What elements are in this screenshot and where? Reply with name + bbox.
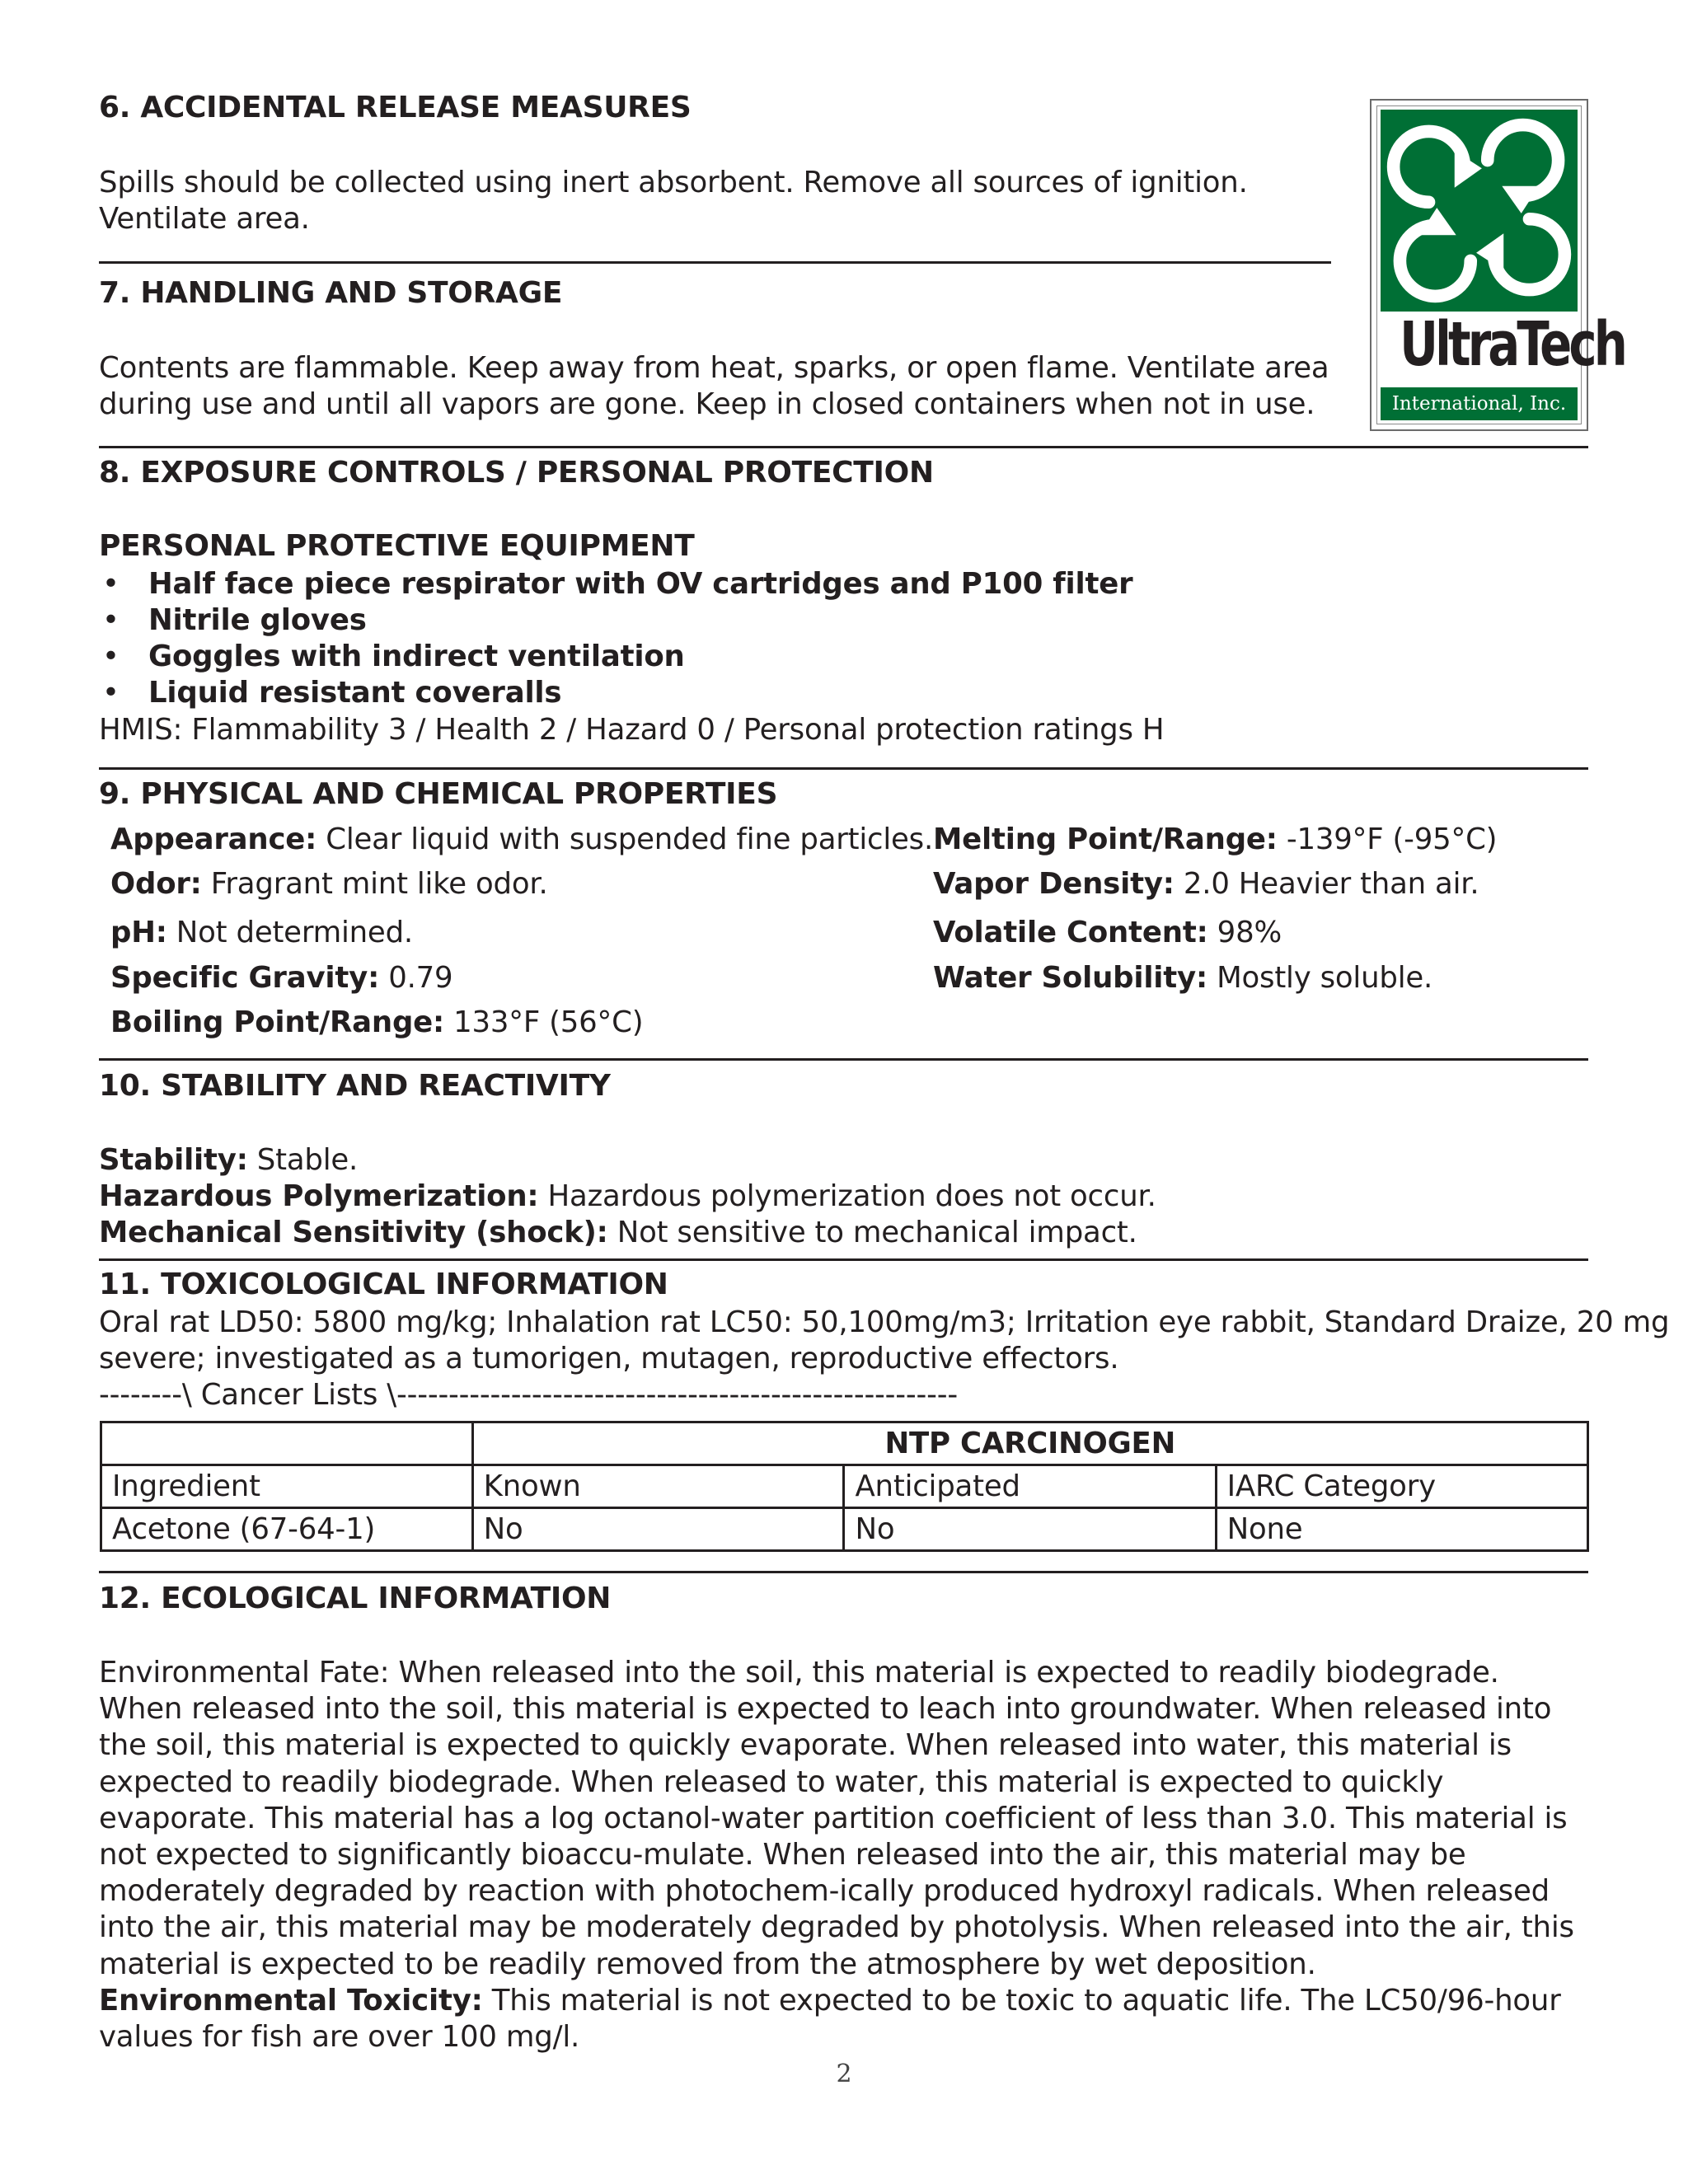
divider-10-11 <box>99 1258 1588 1261</box>
prop-value: 133°F (56°C) <box>444 1005 644 1039</box>
toxicity-value: This material is not expected to be toxic to aquatic life. The LC50/96-hour values for fish are over 100 mg/l. <box>99 1984 1561 2055</box>
prop-specific-gravity <box>110 960 452 996</box>
table-header-cell: Anticipated <box>844 1465 1216 1508</box>
section-7-line-1: Contents are flammable. Keep away from heat, sparks, or open flame. Ventilate area <box>99 351 1329 385</box>
list-item: • Half face piece respirator with OV cartridges and P100 filter <box>99 566 1132 602</box>
table-row <box>101 1465 1588 1508</box>
prop-ph <box>110 915 413 951</box>
table-cell: Acetone (67-64-1) <box>101 1508 473 1551</box>
environmental-toxicity-paragraph <box>99 1983 1591 2055</box>
prop-value: Not determined. <box>166 916 413 949</box>
environmental-fate-paragraph: Environmental Fate: When released into the soil, this material is expected to readily biodegrade. When released into the soil, this material is expected to leach into groundwater. When released into the soil, this material is expected to quickly evaporate. When released into water, this material is expected to readily biodegrade. When released to water, this material is expected to quickly evaporate. This material has a log octanol-water partition coefficient of less than 3.0. This material is not expected to significantly bioaccu-mulate. When released into the air, this material may be moderately degraded by reaction with photochem-ically produced hydroxyl radicals. When released into the air, this material may be moderately degraded by photolysis. When released into the air, this material is expected to be readily removed from the atmosphere by wet deposition. <box>99 1656 1574 1981</box>
logo-subtitle: International, Inc. <box>1381 387 1578 420</box>
table-cell: No <box>844 1508 1216 1551</box>
table-cell-empty <box>101 1422 473 1465</box>
prop-value: Clear liquid with suspended fine particles. <box>316 823 934 856</box>
list-item: • Liquid resistant coveralls <box>99 675 1132 711</box>
ntp-carcinogen-header: NTP CARCINOGEN <box>472 1422 1587 1465</box>
section-7-heading: 7. HANDLING AND STORAGE <box>99 276 563 310</box>
table-row <box>101 1508 1588 1551</box>
cancer-lists-divider: --------\ Cancer Lists \------------------------------------------------------ <box>99 1378 958 1412</box>
divider-8-9 <box>99 767 1588 770</box>
list-item: • Nitrile gloves <box>99 602 1132 639</box>
divider-7-8 <box>99 446 1588 448</box>
logo-wordmark: UltraTech <box>1400 309 1625 380</box>
section-6-line-2: Ventilate area. <box>99 202 310 236</box>
prop-value: 0.79 <box>379 961 453 995</box>
mechanical-sensitivity-row <box>99 1215 1137 1251</box>
row-label: Hazardous Polymerization: <box>99 1179 539 1213</box>
divider-6-7 <box>99 261 1331 264</box>
section-6-line-1: Spills should be collected using inert absorbent. Remove all sources of ignition. <box>99 166 1248 199</box>
prop-label: Odor: <box>110 867 202 901</box>
toxicity-label: Environmental Toxicity: <box>99 1984 483 2018</box>
prop-value: 2.0 Heavier than air. <box>1174 867 1479 901</box>
stability-row <box>99 1142 358 1179</box>
row-label: Mechanical Sensitivity (shock): <box>99 1216 608 1249</box>
row-label: Stability: <box>99 1143 248 1177</box>
polymerization-row <box>99 1179 1156 1215</box>
row-value: Stable. <box>247 1143 359 1177</box>
ultratech-logo <box>1370 99 1625 431</box>
table-header-cell: IARC Category <box>1216 1465 1587 1508</box>
prop-label: Specific Gravity: <box>110 961 380 995</box>
section-7-line-2: during use and until all vapors are gone. Keep in closed containers when not in use. <box>99 387 1315 421</box>
row-value: Hazardous polymerization does not occur. <box>538 1179 1156 1213</box>
section-10-heading: 10. STABILITY AND REACTIVITY <box>99 1069 611 1103</box>
prop-value: -139°F (-95°C) <box>1277 823 1498 856</box>
prop-value: Mostly soluble. <box>1207 961 1433 995</box>
prop-label: Water Solubility: <box>933 961 1207 995</box>
table-cell: None <box>1216 1508 1587 1551</box>
section-11-heading: 11. TOXICOLOGICAL INFORMATION <box>99 1268 668 1301</box>
table-row <box>101 1422 1588 1465</box>
prop-label: pH: <box>110 916 167 949</box>
prop-appearance <box>110 822 933 858</box>
list-item: • Goggles with indirect ventilation <box>99 639 1132 675</box>
prop-label: Volatile Content: <box>933 916 1208 949</box>
prop-water-solubility <box>933 960 1432 996</box>
prop-label: Appearance: <box>110 823 317 856</box>
recycle-arrows-icon <box>1381 110 1578 312</box>
page-number: 2 <box>836 2060 852 2088</box>
section-9-heading: 9. PHYSICAL AND CHEMICAL PROPERTIES <box>99 777 778 811</box>
divider-11-12 <box>99 1571 1588 1573</box>
prop-volatile-content <box>933 915 1282 951</box>
logo-recycle-emblem <box>1381 110 1578 312</box>
prop-value: Fragrant mint like odor. <box>201 867 548 901</box>
logo-frame <box>1376 105 1625 424</box>
ppe-subheading: PERSONAL PROTECTIVE EQUIPMENT <box>99 529 695 563</box>
prop-label: Vapor Density: <box>933 867 1175 901</box>
table-cell: No <box>472 1508 844 1551</box>
prop-label: Boiling Point/Range: <box>110 1005 445 1039</box>
prop-value: 98% <box>1207 916 1282 949</box>
prop-odor <box>110 866 548 902</box>
divider-9-10 <box>99 1058 1588 1061</box>
cancer-lists-table <box>100 1421 1589 1552</box>
row-value: Not sensitive to mechanical impact. <box>607 1216 1137 1249</box>
prop-melting-point <box>933 822 1497 858</box>
ppe-list <box>99 566 1132 711</box>
table-header-cell: Known <box>472 1465 844 1508</box>
prop-vapor-density <box>933 866 1479 902</box>
toxicology-line-2: severe; investigated as a tumorigen, mutagen, reproductive effectors. <box>99 1342 1119 1376</box>
toxicology-line-1: Oral rat LD50: 5800 mg/kg; Inhalation rat LC50: 50,100mg/m3; Irritation eye rabbit, Standard Draize, 20 mg <box>99 1305 1670 1339</box>
hmis-line: HMIS: Flammability 3 / Health 2 / Hazard 0 / Personal protection ratings H <box>99 713 1165 747</box>
section-12-heading: 12. ECOLOGICAL INFORMATION <box>99 1582 612 1615</box>
table-header-cell: Ingredient <box>101 1465 473 1508</box>
section-8-heading: 8. EXPOSURE CONTROLS / PERSONAL PROTECTION <box>99 456 934 490</box>
section-6-heading: 6. ACCIDENTAL RELEASE MEASURES <box>99 91 692 124</box>
prop-label: Melting Point/Range: <box>933 823 1278 856</box>
prop-boiling-point <box>110 1005 643 1041</box>
